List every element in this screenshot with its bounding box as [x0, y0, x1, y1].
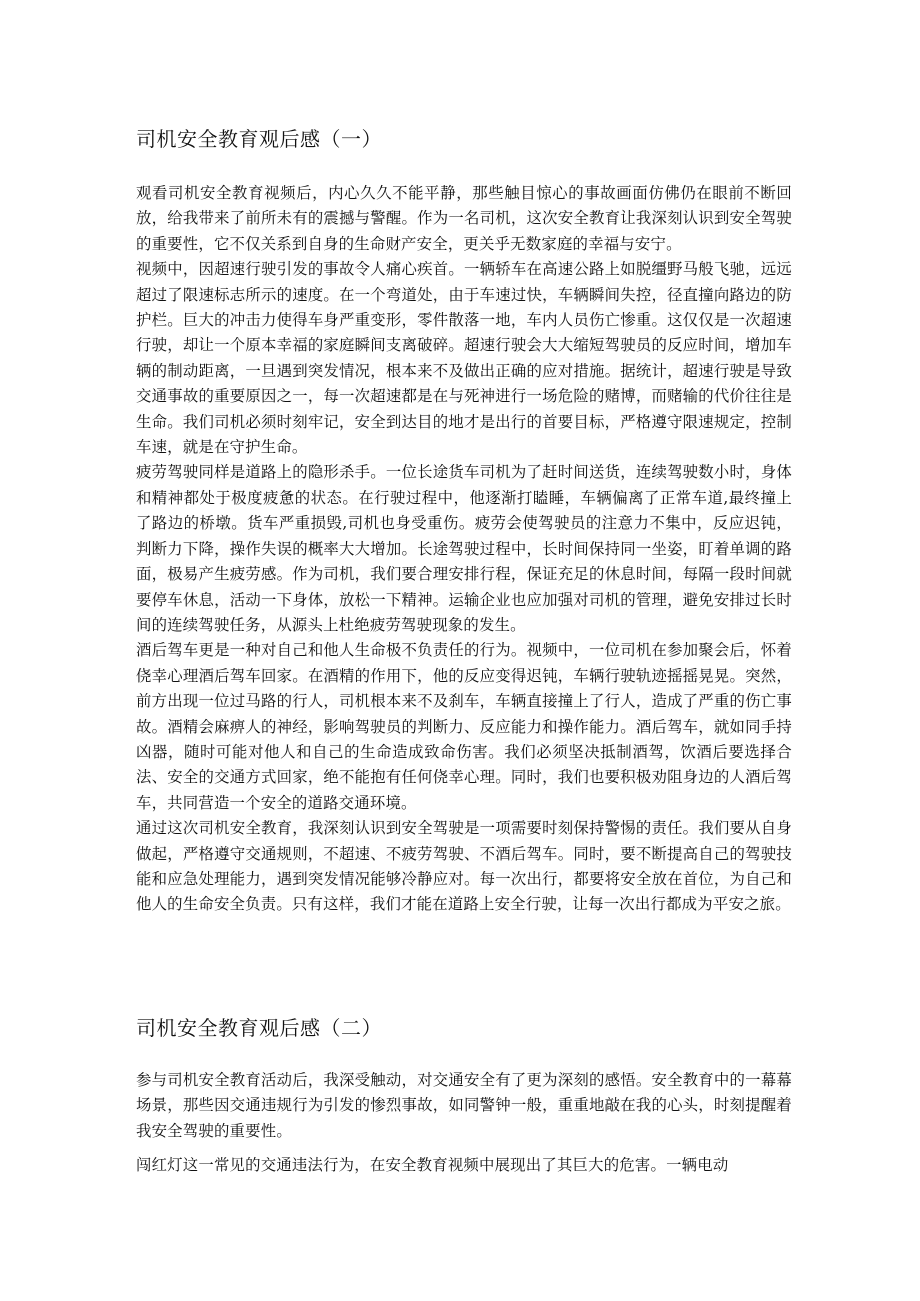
paragraph: 通过这次司机安全教育，我深刻认识到安全驾驶是一项需要时刻保持警惕的责任。我们要从自身做起，严格遵守交通规则，不超速、不疲劳驾驶、不酒后驾车。同时，要不断提高自己的驾驶技能和应急处理能力，遇到突发情况能够冷静应对。每一次出行，都要将安全放在首位，为自己和他人的生命安全负责。只有这样，我们才能在道路上安全行驶，让每一次出行都成为平安之旅。	[136, 819, 792, 914]
section-body	[136, 181, 792, 918]
section-title: 司机安全教育观后感（二）	[136, 1016, 382, 1040]
paragraph: 观看司机安全教育视频后，内心久久不能平静，那些触目惊心的事故画面仿佛仍在眼前不断回放，给我带来了前所未有的震撼与警醒。作为一名司机，这次安全教育让我深刻认识到安全驾驶的重要性，它不仅关系到自身的生命财产安全，更关乎无数家庭的幸福与安宁。	[136, 184, 792, 253]
paragraph: 酒后驾车更是一种对自己和他人生命极不负责任的行为。视频中，一位司机在参加聚会后，怀着侥幸心理酒后驾车回家。在酒精的作用下，他的反应变得迟钝，车辆行驶轨迹摇摇晃晃。突然，前方出现一位过马路的行人，司机根本来不及刹车，车辆直接撞上了行人，造成了严重的伤亡事故。酒精会麻痹人的神经，影响驾驶员的判断力、反应能力和操作能力。酒后驾车，就如同手持凶器，随时可能对他人和自己的生命造成致命伤害。我们必须坚决抵制酒驾，饮酒后要选择合法、安全的交通方式回家，绝不能抱有任何侥幸心理。同时，我们也要积极劝阻身边的人酒后驾车，共同营造一个安全的道路交通环境。	[136, 641, 792, 812]
paragraph: 疲劳驾驶同样是道路上的隐形杀手。一位长途货车司机为了赶时间送货，连续驾驶数小时，身体和精神都处于极度疲惫的状态。在行驶过程中，他逐渐打瞌睡，车辆偏离了正常车道,最终撞上了路边的桥墩。货车严重损毁,司机也身受重伤。疲劳会使驾驶员的注意力不集中，反应迟钝，判断力下降，操作失误的概率大大增加。长途驾驶过程中，长时间保持同一坐姿，盯着单调的路面，极易产生疲劳感。作为司机，我们要合理安排行程，保证充足的休息时间，每隔一段时间就要停车休息，活动一下身体，放松一下精神。运输企业也应加强对司机的管理，避免安排过长时间的连续驾驶任务，从源头上杜绝疲劳驾驶现象的发生。	[136, 463, 792, 634]
section-title: 司机安全教育观后感（一）	[136, 127, 382, 151]
paragraph: 视频中，因超速行驶引发的事故令人痛心疾首。一辆轿车在高速公路上如脱缰野马般飞驰，远远超过了限速标志所示的速度。在一个弯道处，由于车速过快，车辆瞬间失控，径直撞向路边的防护栏。巨大的冲击力使得车身严重变形，零件散落一地，车内人员伤亡惨重。这仅仅是一次超速行驶，却让一个原本幸福的家庭瞬间支离破碎。超速行驶会大大缩短驾驶员的反应时间，增加车辆的制动距离，一旦遇到突发情况，根本来不及做出正确的应对措施。据统计，超速行驶是导致交通事故的重要原因之一，每一次超速都是在与死神进行一场危险的赌博，而赌输的代价往往是生命。我们司机必须时刻牢记，安全到达目的地才是出行的首要目标，严格遵守限速规定，控制车速，就是在守护生命。	[136, 260, 792, 457]
paragraph: 参与司机安全教育活动后，我深受触动，对交通安全有了更为深刻的感悟。安全教育中的一幕幕场景，那些因交通违规行为引发的惨烈事故，如同警钟一般，重重地敲在我的心头，时刻提醒着我安全驾驶的重要性。	[136, 1071, 792, 1140]
section-body	[136, 1068, 792, 1188]
paragraph: 闯红灯这一常见的交通违法行为，在安全教育视频中展现出了其巨大的危害。一辆电动	[136, 1156, 729, 1175]
